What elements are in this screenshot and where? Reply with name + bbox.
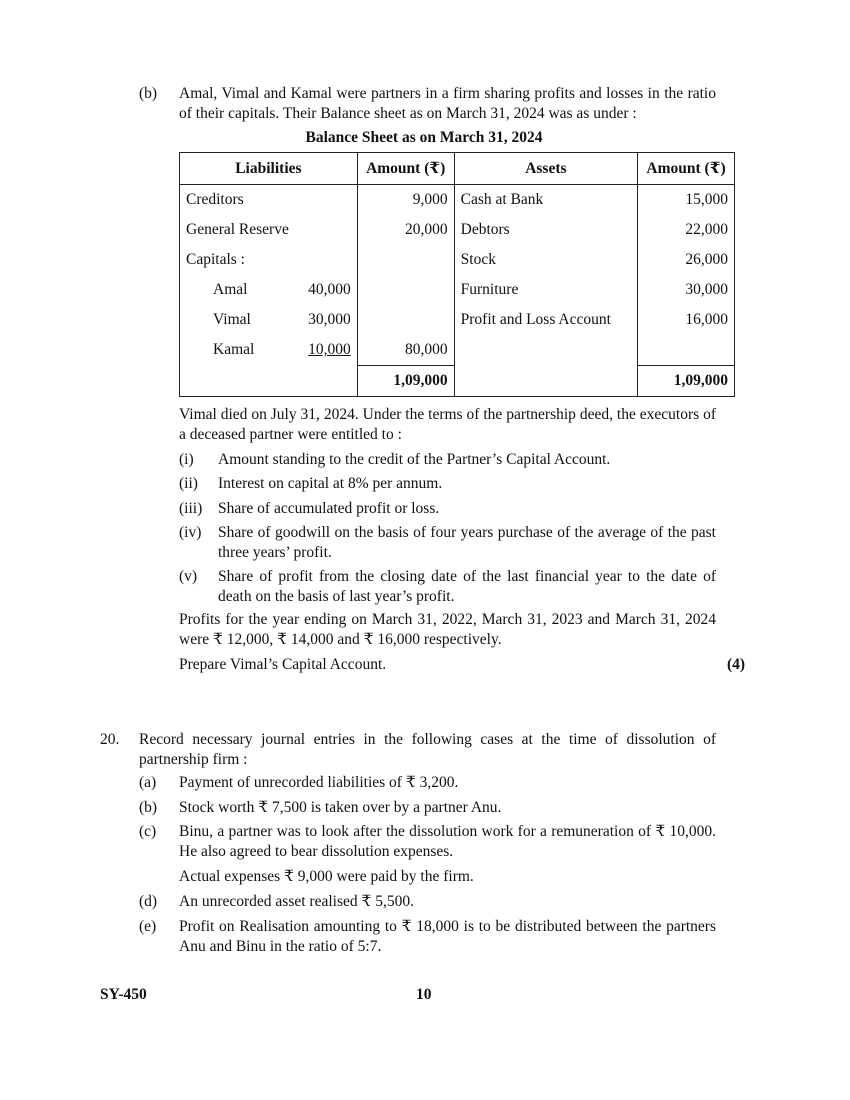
header-assets: Assets — [454, 153, 637, 185]
page-number: 10 — [416, 986, 432, 1003]
item-num: (iii) — [179, 500, 203, 517]
capitals-total: 80,000 — [357, 335, 454, 366]
asset-debtors-amount: 22,000 — [638, 215, 735, 245]
question-text: Record necessary journal entries in the following cases at the time of dissolution of partnership firm : — [139, 731, 716, 768]
footer-code: SY-450 — [100, 986, 147, 1003]
asset-stock: Stock — [454, 245, 637, 275]
liabilities-total: 1,09,000 — [357, 366, 454, 397]
item-num: (a) — [139, 774, 157, 791]
asset-profit-loss-amount: 16,000 — [638, 305, 735, 335]
table-row — [180, 185, 735, 216]
marks: (4) — [727, 656, 746, 673]
item-num: (d) — [139, 893, 158, 910]
liab-general-reserve: General Reserve — [180, 215, 358, 245]
after-table-text: Vimal died on July 31, 2024. Under the terms of the partnership deed, the executors of a deceased partner were entitled to : — [179, 406, 716, 443]
capital-vimal: Vimal — [180, 305, 292, 335]
asset-debtors: Debtors — [454, 215, 637, 245]
capital-kamal-value: 10,000 — [308, 341, 351, 359]
table-row — [180, 335, 735, 366]
entitlement-item: Amount standing to the credit of the Partner’s Capital Account. — [218, 451, 611, 468]
journal-case-extra: Actual expenses ₹ 9,000 were paid by the firm. — [179, 868, 474, 885]
item-num: (b) — [139, 799, 158, 816]
part-b-label: (b) — [139, 85, 158, 102]
asset-furniture: Furniture — [454, 275, 637, 305]
item-num: (v) — [179, 568, 198, 585]
liab-creditors-amount: 9,000 — [357, 185, 454, 216]
assets-total: 1,09,000 — [638, 366, 735, 397]
liab-general-reserve-amount: 20,000 — [357, 215, 454, 245]
balance-sheet-table — [179, 152, 735, 397]
asset-furniture-amount: 30,000 — [638, 275, 735, 305]
asset-profit-loss: Profit and Loss Account — [454, 305, 637, 335]
item-num: (e) — [139, 918, 157, 935]
header-liabilities: Liabilities — [180, 153, 358, 185]
entitlement-item: Interest on capital at 8% per annum. — [218, 475, 443, 492]
asset-cash: Cash at Bank — [454, 185, 637, 216]
entitlement-item: Share of accumulated profit or loss. — [218, 500, 440, 517]
table-row — [180, 245, 735, 275]
capital-vimal-value: 30,000 — [308, 311, 351, 328]
question-number: 20. — [100, 731, 120, 748]
part-b-intro: Amal, Vimal and Kamal were partners in a firm sharing profits and losses in the ratio of their capitals. Their Balance sheet as on March 31, 2024 was as under : — [179, 85, 716, 122]
capital-kamal: Kamal — [180, 335, 292, 366]
table-total-row — [180, 366, 735, 397]
capital-amal-value: 40,000 — [308, 281, 351, 298]
table-row — [180, 215, 735, 245]
table-row — [180, 305, 735, 335]
asset-stock-amount: 26,000 — [638, 245, 735, 275]
journal-case: Stock worth ₹ 7,500 is taken over by a partner Anu. — [179, 799, 502, 816]
profits-text: Profits for the year ending on March 31, 2022, March 31, 2023 and March 31, 2024 were ₹ 12,000, ₹ 14,000 and ₹ 16,000 respectively. — [179, 611, 716, 648]
asset-cash-amount: 15,000 — [638, 185, 735, 216]
header-amount-1: Amount (₹) — [357, 153, 454, 185]
header-amount-2: Amount (₹) — [638, 153, 735, 185]
journal-case: Binu, a partner was to look after the dissolution work for a remuneration of ₹ 10,000. He also agreed to bear dissolution expenses. — [179, 823, 716, 860]
liab-capitals-label: Capitals : — [180, 245, 358, 275]
entitlement-item: Share of profit from the closing date of the last financial year to the date of death on the basis of last year’s profit. — [218, 568, 716, 605]
capital-amal: Amal — [180, 275, 292, 305]
liab-creditors: Creditors — [180, 185, 358, 216]
table-title: Balance Sheet as on March 31, 2024 — [305, 129, 543, 146]
journal-case: Profit on Realisation amounting to ₹ 18,000 is to be distributed between the partners Anu and Binu in the ratio of 5:7. — [179, 918, 716, 955]
table-row — [180, 275, 735, 305]
journal-case: Payment of unrecorded liabilities of ₹ 3,200. — [179, 774, 459, 791]
prepare-text: Prepare Vimal’s Capital Account. — [179, 656, 387, 673]
table-header-row — [180, 153, 735, 185]
item-num: (ii) — [179, 475, 198, 492]
item-num: (iv) — [179, 524, 202, 541]
journal-case: An unrecorded asset realised ₹ 5,500. — [179, 893, 414, 910]
item-num: (c) — [139, 823, 157, 840]
entitlement-item: Share of goodwill on the basis of four years purchase of the average of the past three years’ profit. — [218, 524, 716, 561]
item-num: (i) — [179, 451, 194, 468]
